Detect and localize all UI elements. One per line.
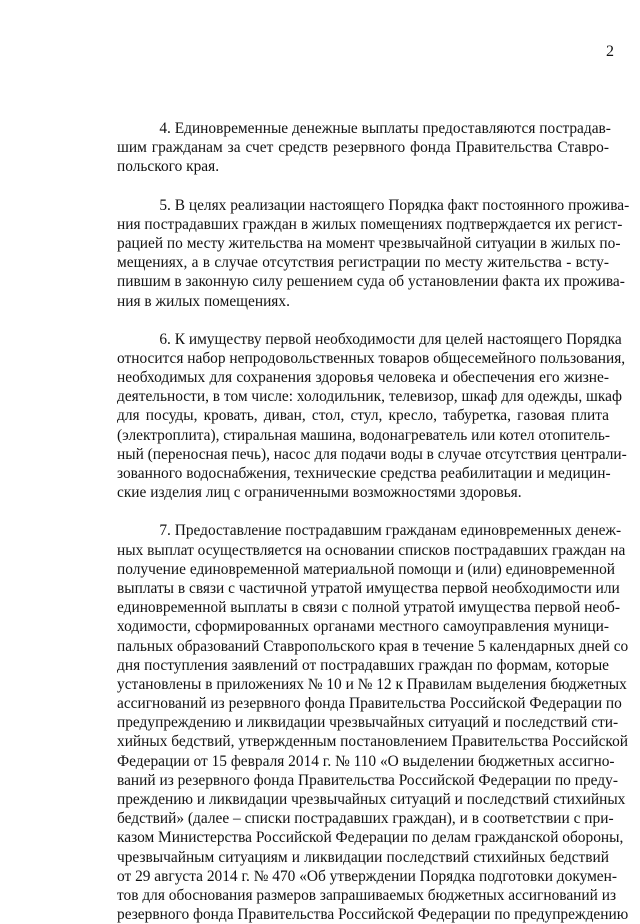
text-line: пившим в законную силу решением суда об установлении факта их прожива- bbox=[117, 273, 625, 291]
text-line: шим гражданам за счет средств резервного фонда Правительства Ставро- bbox=[117, 139, 609, 157]
text-line: ваний из резервного фонда Правительства Российской Федерации по преду- bbox=[117, 771, 618, 789]
text-line: резервного фонда Правительства Российской Федерации по предупреждению bbox=[117, 906, 629, 924]
text-line: единовременной выплаты в связи с полной утратой имущества первой необ- bbox=[117, 599, 620, 617]
text-line: ных выплат осуществляется на основании списков пострадавших граждан на bbox=[117, 541, 626, 559]
text-line: для посуды, кровать, диван, стол, стул, кресло, табуретка, газовая плита bbox=[117, 407, 609, 425]
text-line: 4. Единовременные денежные выплаты предоставляются пострадав- bbox=[117, 120, 611, 137]
text-line: (электроплита), стиральная машина, водонагреватель или котел отопитель- bbox=[117, 426, 611, 444]
text-line: зованного водоснабжения, технические средства реабилитации и медицин- bbox=[117, 465, 611, 482]
text-line: деятельности, в том числе: холодильник, телевизор, шкаф для одежды, шкаф bbox=[117, 388, 622, 406]
text-line: Федерации от 15 февраля 2014 г. № 110 «О выделении бюджетных ассигно- bbox=[117, 752, 615, 770]
paragraph-gap bbox=[117, 311, 609, 330]
paragraph-3 bbox=[117, 330, 627, 503]
paragraph-gap bbox=[117, 177, 609, 196]
text-line: получение единовременной материальной помощи и (или) единовременной bbox=[117, 560, 616, 578]
text-line: установлены в приложениях № 10 и № 12 к Правилам выделения бюджетных bbox=[117, 675, 627, 693]
text-line: предупреждению и ликвидации чрезвычайных ситуаций и последствий сти- bbox=[117, 714, 619, 732]
text-line: 5. В целях реализации настоящего Порядка факт постоянного прожива- bbox=[117, 196, 630, 214]
text-line: преждению и ликвидации чрезвычайных ситуаций и последствий стихийных bbox=[117, 791, 626, 808]
text-line: ассигнований из резервного фонда Правительства Российской Федерации по bbox=[117, 695, 622, 713]
text-line: 7. Предоставление пострадавшим гражданам единовременных денеж- bbox=[117, 522, 622, 540]
text-line: дня поступления заявлений от пострадавших граждан по формам, которые bbox=[117, 656, 609, 674]
paragraph-2 bbox=[117, 196, 630, 311]
text-line: рацией по месту жительства на момент чрезвычайной ситуации в жилых по- bbox=[117, 234, 621, 252]
text-line: относится набор непродовольственных товаров общесемейного пользования, bbox=[117, 349, 626, 367]
text-line: ские изделия лиц с ограниченными возможностями здоровья. bbox=[117, 484, 522, 502]
text-line: чрезвычайным ситуациям и ликвидации последствий стихийных бедствий bbox=[117, 848, 609, 866]
text-line: выплаты в связи с частичной утратой имущества первой необходимости или bbox=[117, 579, 620, 597]
text-line: от 29 августа 2014 г. № 470 «Об утверждении Порядка подготовки докумен- bbox=[117, 867, 617, 885]
text-line: необходимых для сохранения здоровья человека и обеспечения его жизне- bbox=[117, 369, 609, 387]
paragraph-gap bbox=[117, 502, 609, 521]
text-line: ния пострадавших граждан в жилых помещениях подтверждается их регист- bbox=[117, 215, 623, 233]
text-line: тов для обоснования размеров запрашиваемых бюджетных ассигнований из bbox=[117, 886, 617, 904]
paragraph-4 bbox=[117, 521, 629, 924]
text-line: польского края. bbox=[117, 158, 220, 176]
text-line: мещениях, а в случае отсутствия регистрации по месту жительства - всту- bbox=[117, 254, 609, 272]
text-line: хийных бедствий, утвержденным постановлением Правительства Российской bbox=[117, 733, 629, 751]
text-line: пальных образований Ставропольского края в течение 5 календарных дней со bbox=[117, 637, 629, 655]
document-body bbox=[117, 119, 630, 924]
text-line: ходимости, сформированных органами местного самоуправления муници- bbox=[117, 618, 609, 636]
paragraph-1 bbox=[117, 119, 609, 177]
text-line: ния в жилых помещениях. bbox=[117, 292, 290, 310]
page-number: 2 bbox=[606, 43, 614, 60]
text-line: казом Министерства Российской Федерации по делам гражданской обороны, bbox=[117, 829, 624, 847]
text-line: ный (переносная печь), насос для подачи воды в случае отсутствия централи- bbox=[117, 445, 627, 463]
text-line: бедствий» (далее – списки пострадавших граждан), и в соответствии с при- bbox=[117, 810, 614, 828]
text-line: 6. К имуществу первой необходимости для целей настоящего Порядка bbox=[117, 330, 622, 348]
